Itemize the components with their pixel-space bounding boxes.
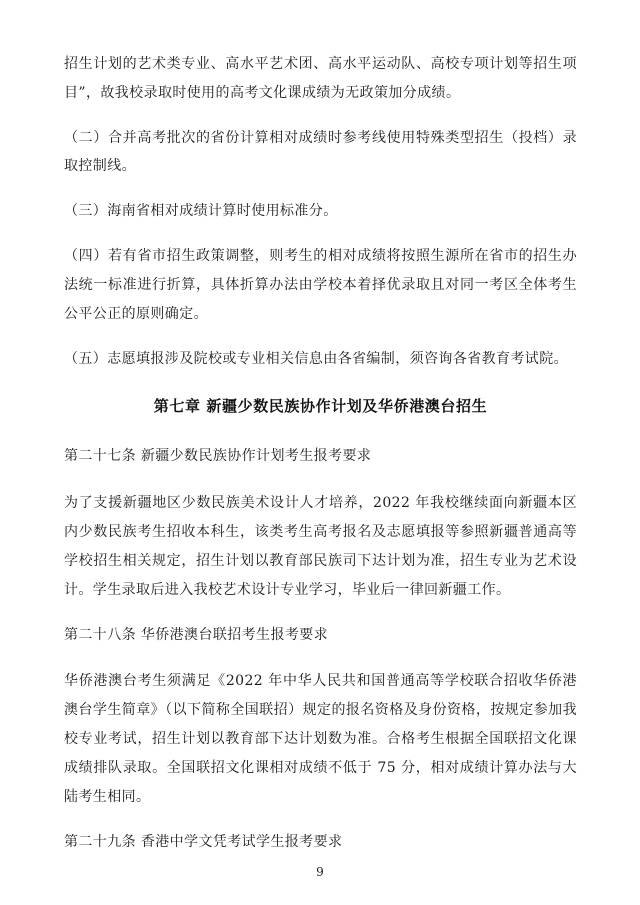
paragraph-item-4: （四）若有省市招生政策调整，则考生的相对成绩将按照生源所在省市的招生办法统一标准进行折算，具体折算办法由学校本着择优录取且对同一考区全体考生公平公正的原则确定。 — [64, 248, 577, 322]
article-title-27: 第二十七条 新疆少数民族协作计划考生报考要求 — [64, 448, 372, 465]
paragraph-item-3: （三）海南省相对成绩计算时使用标准分。 — [64, 203, 338, 220]
paragraph-item-2: （二）合并高考批次的省份计算相对成绩时参考线使用特殊类型招生（投档）录取控制线。 — [64, 129, 577, 175]
paragraph-continuation: 招生计划的艺术类专业、高水平艺术团、高水平运动队、高校专项计划等招生项目”，故我校录取时使用的高考文化课成绩为无政策加分成绩。 — [64, 56, 577, 101]
page-number: 9 — [316, 865, 324, 879]
article-27-body: 为了支援新疆地区少数民族美术设计人才培养，2022 年我校继续面向新疆本区内少数民族考生招收本科生，该类考生高考报名及志愿填报等参照新疆普通高等学校招生相关规定，招生计划以教育部民族司下达计划为准，招生专业为艺术设计。学生录取后进入我校艺术设计专业学习，毕业后一律回新疆工作。 — [64, 495, 577, 598]
article-28-body: 华侨港澳台考生须满足《2022 年中华人民共和国普通高等学校联合招收华侨港澳台学生简章》（以下简称全国联招）规定的报名资格及身份资格，按规定参加我校专业考试，招生计划以教育部下达计划数为准。合格考生根据全国联招文化课成绩排队录取。全国联招文化课相对成绩不低于 75 分，相对成绩计算办法与大陆考生相同。 — [64, 673, 577, 805]
paragraph-item-5: （五）志愿填报涉及院校或专业相关信息由各省编制，须咨询各省教育考试院。 — [64, 350, 568, 367]
document-body — [64, 50, 577, 874]
chapter-heading: 第七章 新疆少数民族协作计划及华侨港澳台招生 — [153, 397, 488, 416]
article-title-28: 第二十八条 华侨港澳台联招考生报考要求 — [64, 626, 329, 643]
article-title-29: 第二十九条 香港中学文凭考试学生报考要求 — [64, 833, 343, 850]
